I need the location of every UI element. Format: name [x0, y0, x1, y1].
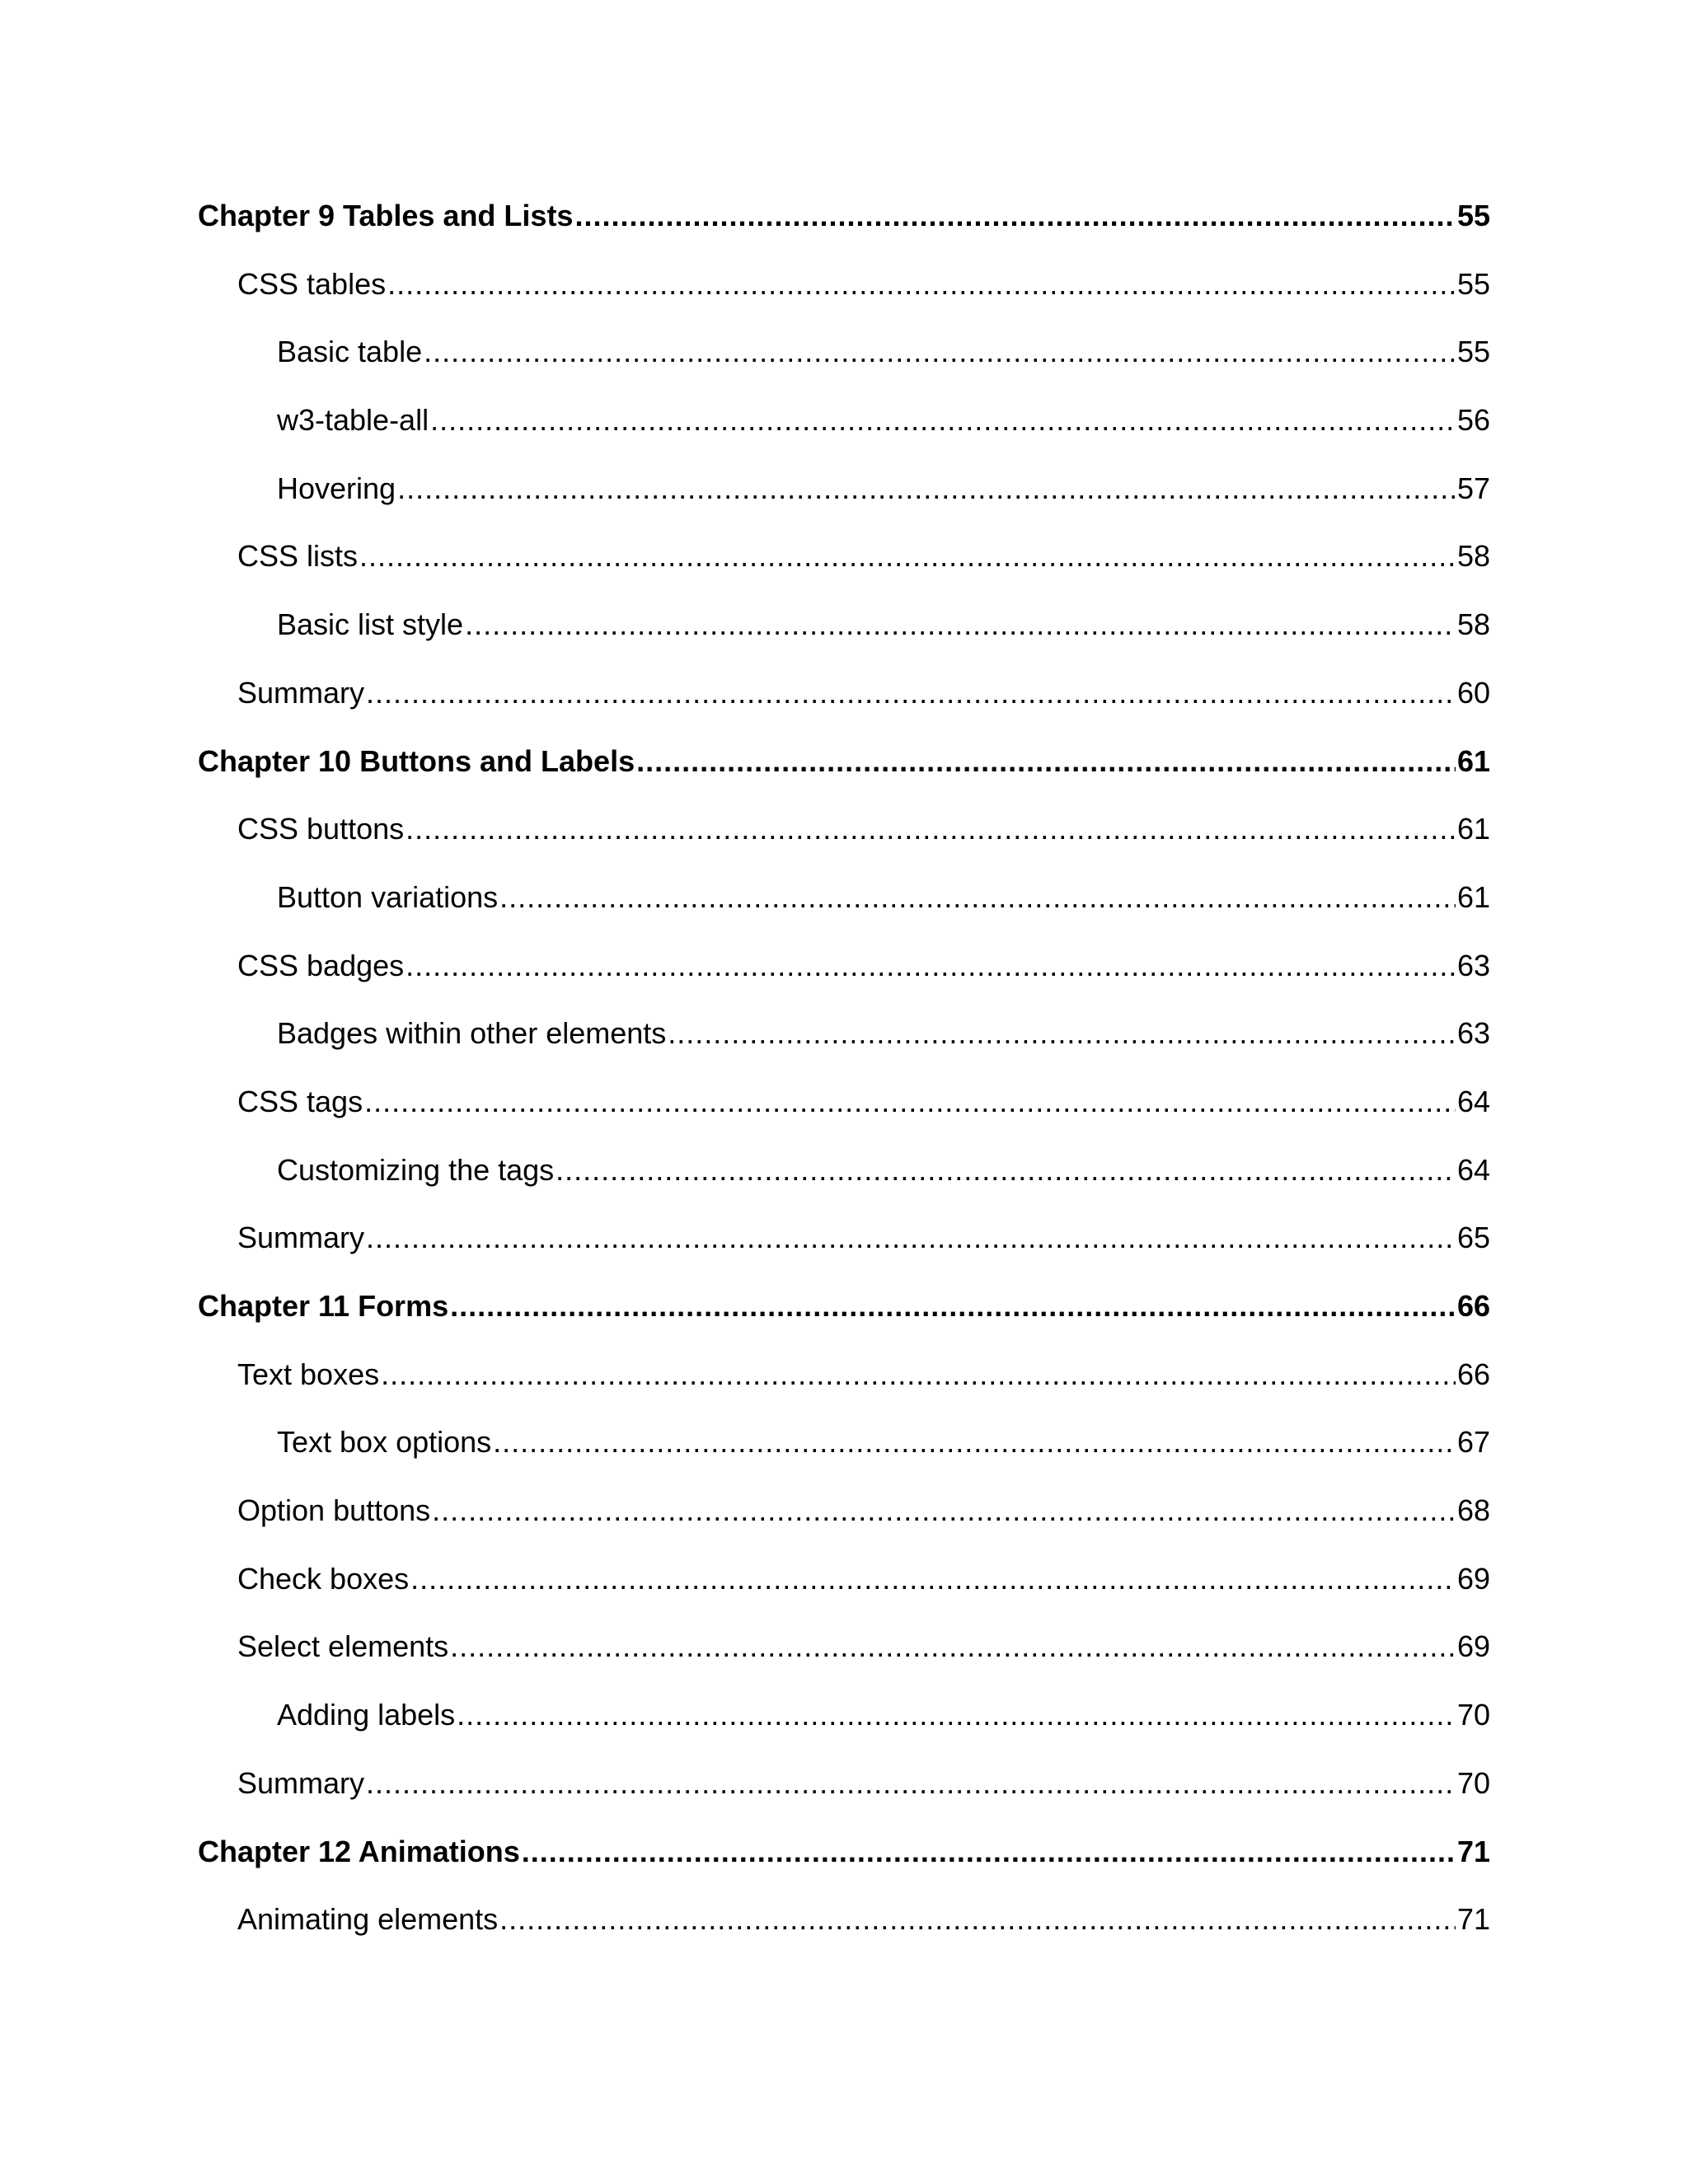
toc-entry-title: Button variations — [277, 879, 499, 914]
toc-dot-leader — [397, 464, 1456, 513]
toc-entry-page-number: 57 — [1456, 471, 1490, 505]
toc-section-entry[interactable] — [198, 941, 1490, 1010]
toc-entry-title: Check boxes — [237, 1561, 410, 1596]
toc-section-entry[interactable] — [198, 532, 1490, 600]
toc-dot-leader — [556, 1146, 1456, 1195]
toc-dot-leader — [432, 1486, 1456, 1535]
toc-dot-leader — [430, 396, 1456, 445]
toc-entry-title: w3-table-all — [277, 403, 429, 438]
toc-section-entry[interactable] — [198, 804, 1490, 873]
toc-dot-leader — [381, 1350, 1456, 1399]
toc-section-entry[interactable] — [198, 1350, 1490, 1418]
toc-dot-leader — [410, 1554, 1456, 1604]
toc-entry-page-number: 61 — [1456, 879, 1490, 914]
toc-entry-page-number: 55 — [1456, 266, 1490, 301]
toc-section-entry[interactable] — [198, 1077, 1490, 1146]
toc-entry-page-number: 71 — [1456, 1902, 1490, 1937]
toc-section-entry[interactable] — [198, 1418, 1490, 1486]
toc-entry-page-number: 69 — [1456, 1561, 1490, 1596]
toc-entry-page-number: 63 — [1456, 1016, 1490, 1051]
toc-entry-title: Basic list style — [277, 607, 464, 642]
toc-entry-title: Select elements — [237, 1629, 449, 1664]
toc-dot-leader — [668, 1009, 1456, 1058]
toc-dot-leader — [387, 260, 1456, 309]
toc-chapter-entry[interactable] — [198, 1282, 1490, 1350]
toc-dot-leader — [636, 737, 1456, 786]
toc-entry-title: Badges within other elements — [277, 1016, 667, 1051]
toc-dot-leader — [359, 532, 1456, 581]
toc-section-entry[interactable] — [198, 1486, 1490, 1554]
toc-entry-page-number: 68 — [1456, 1493, 1490, 1528]
toc-entry-title: Hovering — [277, 471, 396, 505]
toc-entry-title: Chapter 12 Animations — [198, 1834, 520, 1868]
toc-section-entry[interactable] — [198, 1146, 1490, 1214]
toc-dot-leader — [574, 191, 1456, 241]
toc-entry-page-number: 64 — [1456, 1152, 1490, 1187]
toc-entry-title: Option buttons — [237, 1493, 431, 1528]
toc-dot-leader — [424, 327, 1456, 377]
toc-entry-title: Summary — [237, 1221, 365, 1255]
toc-dot-leader — [450, 1622, 1456, 1671]
toc-entry-title: Basic table — [277, 335, 423, 369]
toc-dot-leader — [366, 1759, 1456, 1808]
toc-entry-title: Chapter 9 Tables and Lists — [198, 199, 574, 232]
toc-dot-leader — [522, 1827, 1456, 1877]
toc-entry-page-number: 65 — [1456, 1221, 1490, 1255]
toc-dot-leader — [499, 1895, 1456, 1944]
toc-chapter-entry[interactable] — [198, 191, 1490, 260]
toc-entry-title: Summary — [237, 1765, 365, 1800]
toc-section-entry[interactable] — [198, 600, 1490, 668]
toc-dot-leader — [457, 1690, 1456, 1740]
toc-section-entry[interactable] — [198, 1213, 1490, 1282]
toc-chapter-entry[interactable] — [198, 1827, 1490, 1896]
toc-entry-page-number: 61 — [1456, 812, 1490, 846]
toc-entry-title: CSS buttons — [237, 812, 405, 846]
toc-entry-title: CSS lists — [237, 539, 359, 574]
toc-entry-title: Customizing the tags — [277, 1152, 555, 1187]
toc-entry-page-number: 64 — [1456, 1084, 1490, 1118]
toc-entry-page-number: 56 — [1456, 403, 1490, 438]
toc-entry-page-number: 63 — [1456, 948, 1490, 982]
toc-entry-title: CSS badges — [237, 948, 405, 982]
toc-chapter-entry[interactable] — [198, 737, 1490, 805]
toc-entry-page-number: 70 — [1456, 1765, 1490, 1800]
toc-dot-leader — [406, 804, 1456, 854]
toc-entry-title: Chapter 10 Buttons and Labels — [198, 743, 635, 778]
toc-entry-page-number: 70 — [1456, 1698, 1490, 1732]
toc-section-entry[interactable] — [198, 396, 1490, 464]
toc-section-entry[interactable] — [198, 327, 1490, 396]
toc-entry-page-number: 55 — [1456, 335, 1490, 369]
toc-section-entry[interactable] — [198, 1009, 1490, 1077]
toc-section-entry[interactable] — [198, 1554, 1490, 1623]
toc-dot-leader — [366, 668, 1456, 718]
toc-section-entry[interactable] — [198, 1895, 1490, 1963]
toc-section-entry[interactable] — [198, 260, 1490, 328]
toc-entry-title: Text boxes — [237, 1357, 380, 1391]
toc-entry-title: Chapter 11 Forms — [198, 1289, 449, 1323]
toc-entry-title: Animating elements — [237, 1902, 499, 1937]
toc-entry-title: Summary — [237, 675, 365, 710]
toc-dot-leader — [366, 1213, 1456, 1263]
toc-entry-page-number: 58 — [1456, 539, 1490, 574]
toc-section-entry[interactable] — [198, 464, 1490, 532]
toc-entry-page-number: 58 — [1456, 607, 1490, 642]
toc-section-entry[interactable] — [198, 668, 1490, 737]
toc-dot-leader — [450, 1282, 1456, 1331]
toc-entry-title: Adding labels — [277, 1698, 456, 1732]
toc-section-entry[interactable] — [198, 873, 1490, 941]
toc-entry-page-number: 55 — [1456, 199, 1490, 232]
toc-entry-page-number: 66 — [1456, 1289, 1490, 1323]
toc-entry-title: CSS tags — [237, 1084, 363, 1118]
toc-dot-leader — [465, 600, 1456, 649]
toc-section-entry[interactable] — [198, 1759, 1490, 1827]
toc-entry-page-number: 66 — [1456, 1357, 1490, 1391]
toc-dot-leader — [493, 1418, 1456, 1467]
toc-section-entry[interactable] — [198, 1690, 1490, 1759]
toc-entry-page-number: 60 — [1456, 675, 1490, 710]
toc-dot-leader — [364, 1077, 1456, 1127]
table-of-contents — [198, 191, 1490, 1963]
toc-dot-leader — [499, 873, 1456, 922]
toc-dot-leader — [406, 941, 1456, 991]
toc-entry-page-number: 61 — [1456, 743, 1490, 778]
toc-entry-page-number: 71 — [1456, 1834, 1490, 1868]
toc-entry-page-number: 67 — [1456, 1425, 1490, 1460]
toc-entry-title: CSS tables — [237, 266, 387, 301]
toc-section-entry[interactable] — [198, 1622, 1490, 1690]
toc-entry-title: Text box options — [277, 1425, 492, 1460]
toc-entry-page-number: 69 — [1456, 1629, 1490, 1664]
